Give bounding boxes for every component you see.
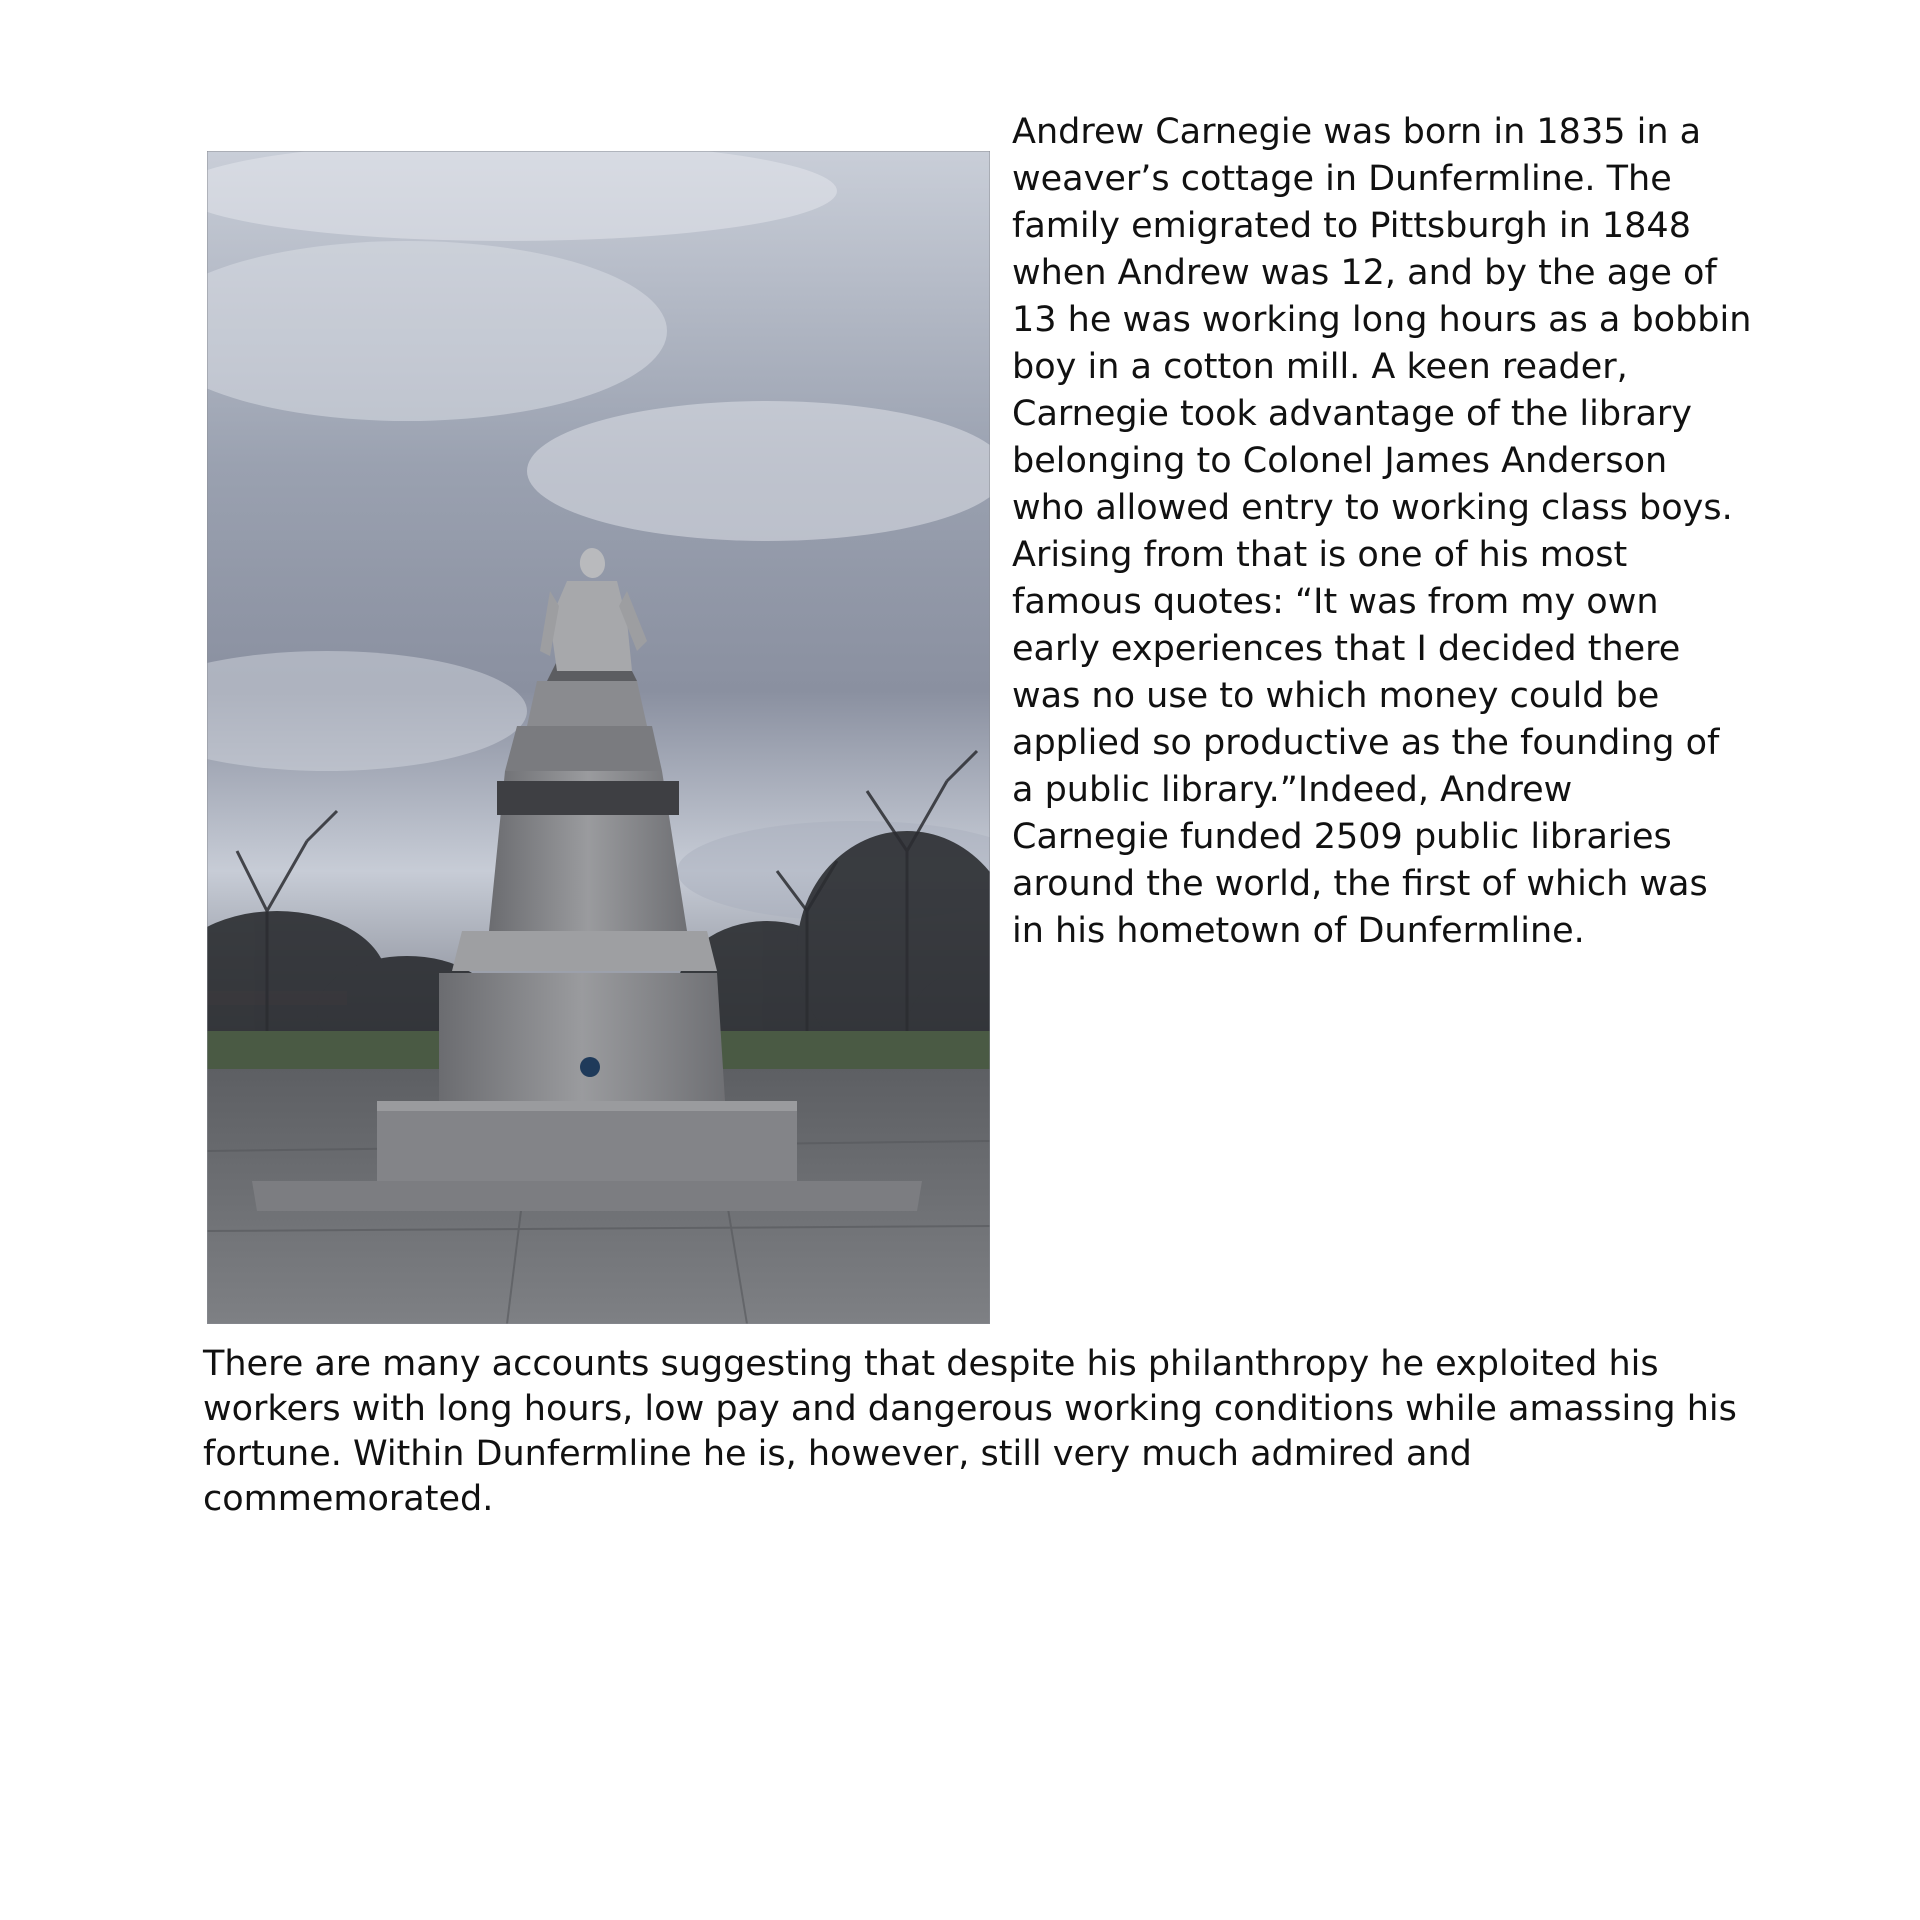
statue-photo-illustration xyxy=(207,151,990,1324)
intro-paragraph: Andrew Carnegie was born in 1835 in a weaver’s cottage in Dunfermline. The family emigrated to Pittsburgh in 1848 when Andrew was 12, and by the age of 13 he was working long hours as a bobbin boy in a cotton mill. A keen reader, Carnegie took advantage of the library belonging to Colonel James Anderson who allowed entry to working class boys. Arising from that is one of his most famous quotes: “It was from my own early experiences that I decided there was no use to which money could be applied so productive as the founding of a public library.”Indeed, Andrew Carnegie funded 2509 public libraries around the world, the first of which was in his hometown of Dunfermline. xyxy=(1012,112,1752,951)
closing-paragraph: There are many accounts suggesting that despite his philanthropy he exploited his workers with long hours, low pay and dangerous working conditions while amassing his fortune. Within Dunfermline he is, however, still very much admired and commemorated. xyxy=(203,1344,1737,1519)
statue-photo xyxy=(207,151,990,1324)
